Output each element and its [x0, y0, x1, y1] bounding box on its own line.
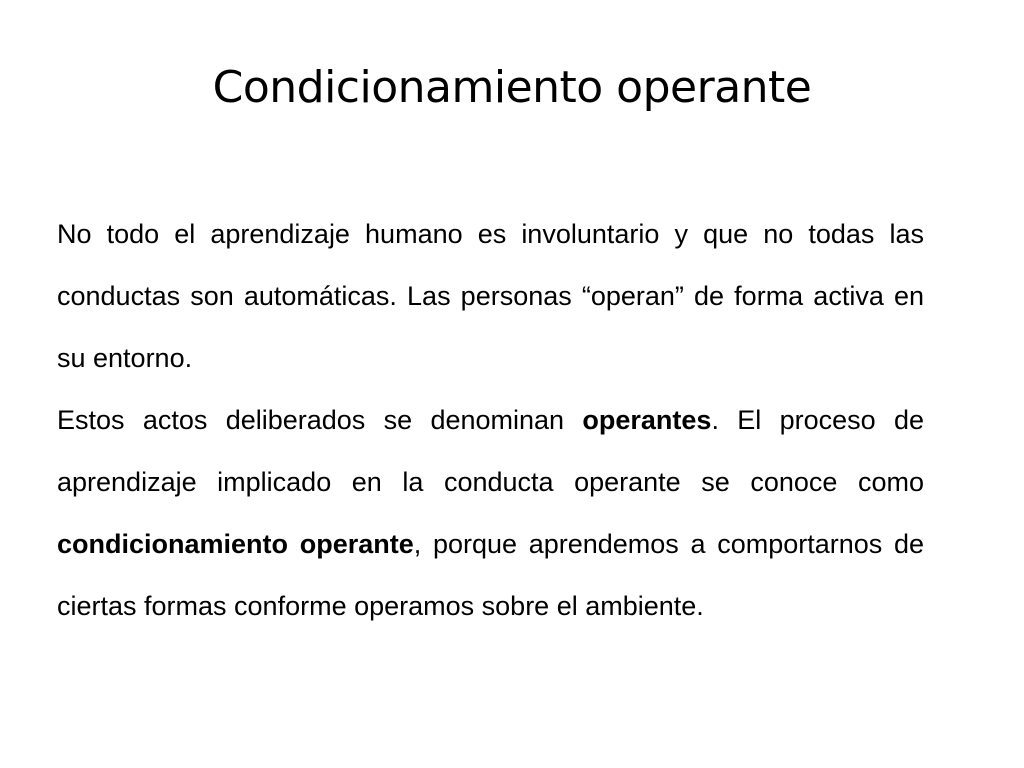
- term-condicionamiento-operante: condicionamiento operante: [57, 529, 414, 559]
- paragraph-2-text-1: Estos actos deliberados se denominan: [57, 405, 583, 435]
- slide-body: [57, 203, 924, 637]
- paragraph-2: [57, 389, 924, 637]
- slide-title: Condicionamiento operante: [212, 62, 812, 113]
- paragraph-2-text-3: , porque aprendemos a comportarnos de ciertas formas conforme operamos sobre el ambiente.: [57, 529, 925, 621]
- term-operantes: operantes: [582, 405, 712, 435]
- paragraph-2-text-2: . El proceso de aprendizaje implicado en la conducta operante se conoce como: [57, 405, 924, 497]
- paragraph-1: No todo el aprendizaje humano es involuntario y que no todas las conductas son automáticas. Las personas “operan” de forma activa en su entorno.: [57, 219, 924, 373]
